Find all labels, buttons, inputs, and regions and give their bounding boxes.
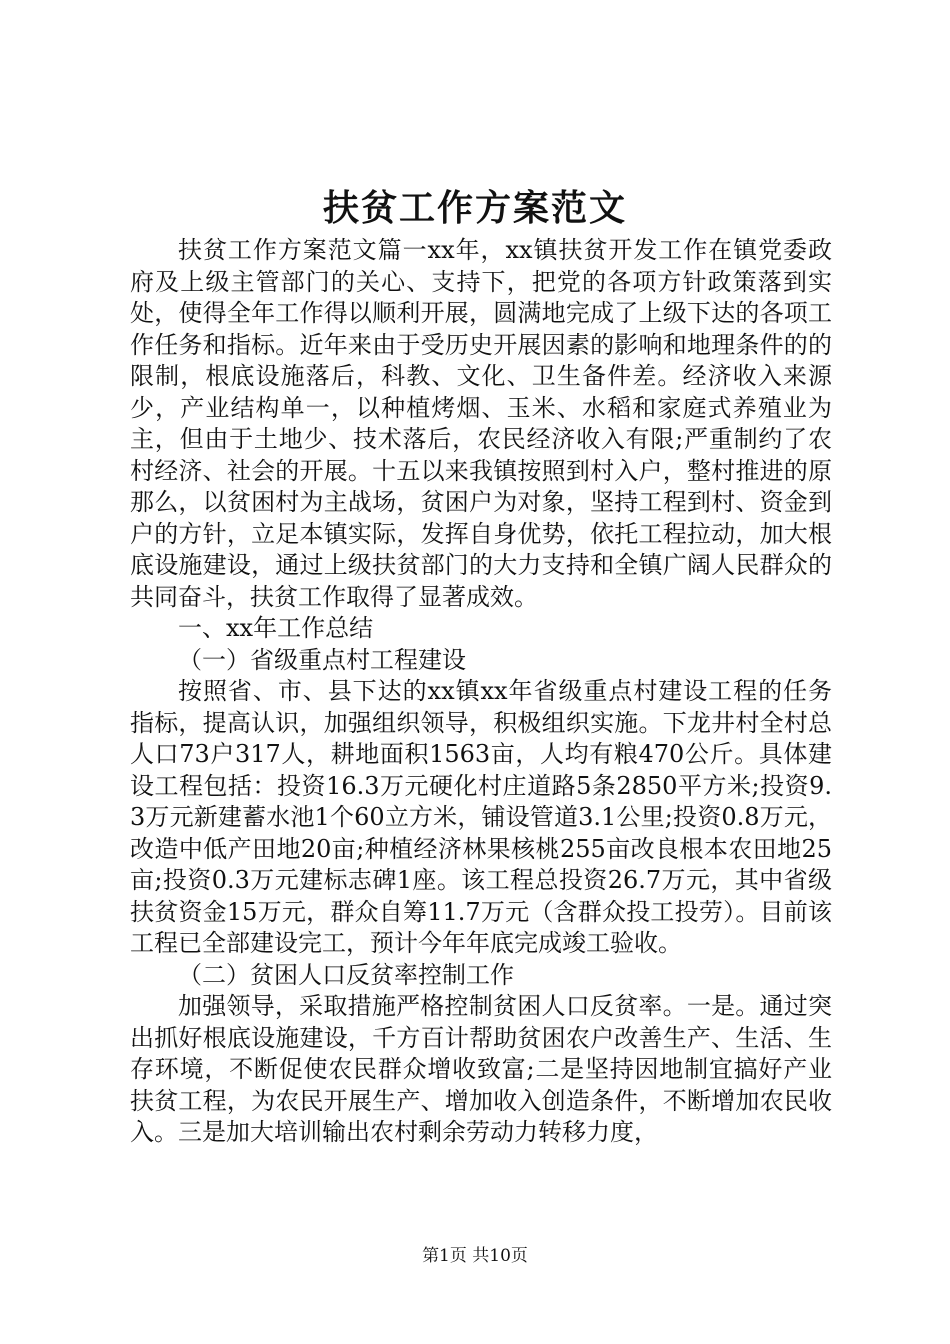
paragraph-key-village: 按照省、市、县下达的xx镇xx年省级重点村建设工程的任务指标，提高认识，加强组织领导，积极组织实施。下龙井村全村总人口73户317人，耕地面积1563亩，人均有粮470公斤。具体建设工程包括：投资16.3万元硬化村庄道路5条2850平方米;投资9.3万元新建蓄水池1个60立方米，铺设管道3.1公里;投资0.8万元，改造中低产田地20亩;种植经济林果核桃255亩改良根本农田地25亩;投资0.3万元建标志碑1座。该工程总投资26.7万元，其中省级扶贫资金15万元，群众自筹11.7万元（含群众投工投劳）。目前该工程已全部建设完工，预计今年年底完成竣工验收。 bbox=[130, 677, 832, 957]
document-title: 扶贫工作方案范文 bbox=[322, 187, 627, 229]
subsection-heading-key-village: （一）省级重点村工程建设 bbox=[178, 645, 466, 674]
paragraph-intro: 扶贫工作方案范文篇一xx年，xx镇扶贫开发工作在镇党委政府及上级主管部门的关心、支持下，把党的各项方针政策落到实处，使得全年工作得以顺利开展，圆满地完成了上级下达的各项工作任务和指标。近年来由于受历史开展因素的影响和地理条件的的限制，根底设施落后，科教、文化、卫生备件差。经济收入来源少，产业结构单一，以种植烤烟、玉米、水稻和家庭式养殖业为主，但由于土地少、技术落后，农民经济收入有限;严重制约了农村经济、社会的开展。十五以来我镇按照到村入户，整村推进的原那么，以贫困村为主战场，贫困户为对象，坚持工程到村、资金到户的方针，立足本镇实际，发挥自身优势，依托工程拉动，加大根底设施建设，通过上级扶贫部门的大力支持和全镇广阔人民群众的共同奋斗，扶贫工作取得了显著成效。 bbox=[130, 236, 832, 611]
subsection-heading-poverty-control: （二）贫困人口反贫率控制工作 bbox=[178, 960, 514, 989]
paragraph-poverty-control: 加强领导，采取措施严格控制贫困人口反贫率。一是。通过突出抓好根底设施建设，千方百计帮助贫困农户改善生产、生活、生存环境，不断促使农民群众增收致富;二是坚持因地制宜搞好产业扶贫工程，为农民开展生产、增加收入创造条件，不断增加农民收入。三是加大培训输出农村剩余劳动力转移力度， bbox=[130, 992, 832, 1146]
section-heading-summary: 一、xx年工作总结 bbox=[178, 614, 374, 642]
page-footer: 第1页 共10页 bbox=[422, 1246, 528, 1266]
document-body bbox=[130, 235, 832, 1149]
